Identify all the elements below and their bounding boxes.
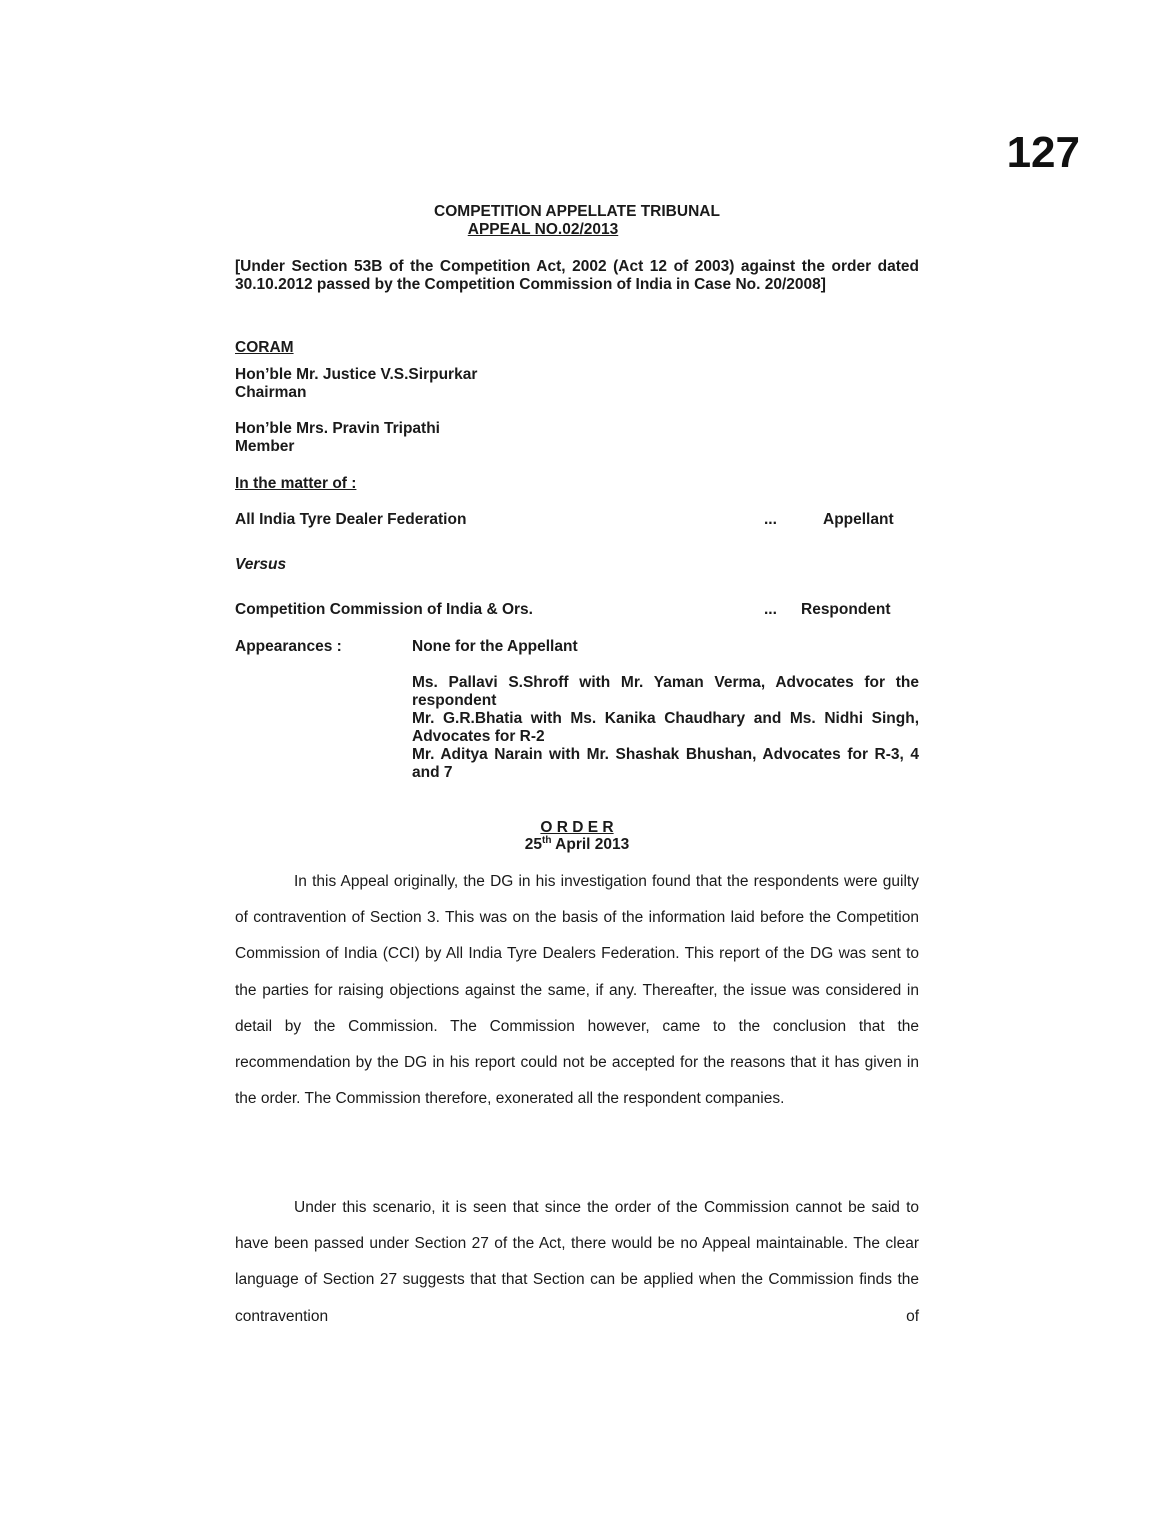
- member-role: Member: [235, 438, 295, 455]
- appellant-name: All India Tyre Dealer Federation: [235, 511, 467, 528]
- appellant-role: Appellant: [823, 511, 894, 528]
- appeal-number-text: APPEAL NO.02/2013: [467, 221, 619, 238]
- member-role: Chairman: [235, 384, 307, 401]
- member-name: Hon’ble Mr. Justice V.S.Sirpurkar: [235, 366, 478, 383]
- page-number: 127: [1006, 128, 1080, 177]
- coram-member-1: [235, 366, 477, 402]
- appellant-row: [235, 511, 919, 531]
- appeal-number: [235, 221, 919, 239]
- appellant-dots: ...: [764, 511, 777, 528]
- respondent-role: Respondent: [801, 601, 891, 618]
- respondent-dots: ...: [764, 601, 777, 618]
- counsel-entry: Mr. G.R.Bhatia with Ms. Kanika Chaudhary and Ms. Nidhi Singh, Advocates for R-2: [412, 710, 919, 745]
- tribunal-title: COMPETITION APPELLATE TRIBUNAL: [434, 203, 720, 220]
- order-date-day: 25: [524, 836, 542, 853]
- coram-label: CORAM: [235, 339, 294, 356]
- body-paragraph-1: In this Appeal originally, the DG in his investigation found that the respondents were guilty of contravention of Section 3. This was on the basis of the information laid before the Competition Commission of India (CCI) by All India Tyre Dealers Federation. This report of the DG was sent to the parties for raising objections against the same, if any. Thereafter, the issue was considered in detail by the Commission. The Commission however, came to the conclusion that the recommendation by the DG in his report could not be accepted for the reasons that it has given in the order. The Commission therefore, exonerated all the respondent companies.: [235, 873, 919, 1108]
- counsel-entry: Mr. Aditya Narain with Mr. Shashak Bhushan, Advocates for R-3, 4 and 7: [412, 746, 919, 781]
- matter-label: In the matter of :: [235, 475, 357, 492]
- respondent-row: [235, 601, 919, 621]
- member-name: Hon’ble Mrs. Pravin Tripathi: [235, 420, 440, 437]
- appearances-label: Appearances :: [235, 638, 342, 655]
- respondent-name: Competition Commission of India & Ors.: [235, 601, 533, 618]
- counsel-list: [412, 674, 919, 782]
- order-date: [235, 836, 919, 854]
- body-paragraph-2: Under this scenario, it is seen that since the order of the Commission cannot be said to have been passed under Section 27 of the Act, there would be no Appeal maintainable. The clear language of Section 27 suggests that that Section can be applied when the Commission finds the contravention of: [235, 1199, 919, 1325]
- counsel-entry: Ms. Pallavi S.Shroff with Mr. Yaman Verma, Advocates for the respondent: [412, 674, 919, 709]
- versus-label: Versus: [235, 556, 287, 573]
- order-title: [235, 819, 919, 837]
- appearance-appellant: None for the Appellant: [412, 638, 578, 655]
- preamble: [Under Section 53B of the Competition Act, 2002 (Act 12 of 2003) against the order dated 30.10.2012 passed by the Competition Commission of India in Case No. 20/2008]: [235, 258, 919, 293]
- order-date-suffix: th: [541, 834, 552, 846]
- order-title-text: O R D E R: [540, 819, 614, 836]
- order-date-rest: April 2013: [551, 836, 630, 853]
- coram-member-2: [235, 420, 440, 456]
